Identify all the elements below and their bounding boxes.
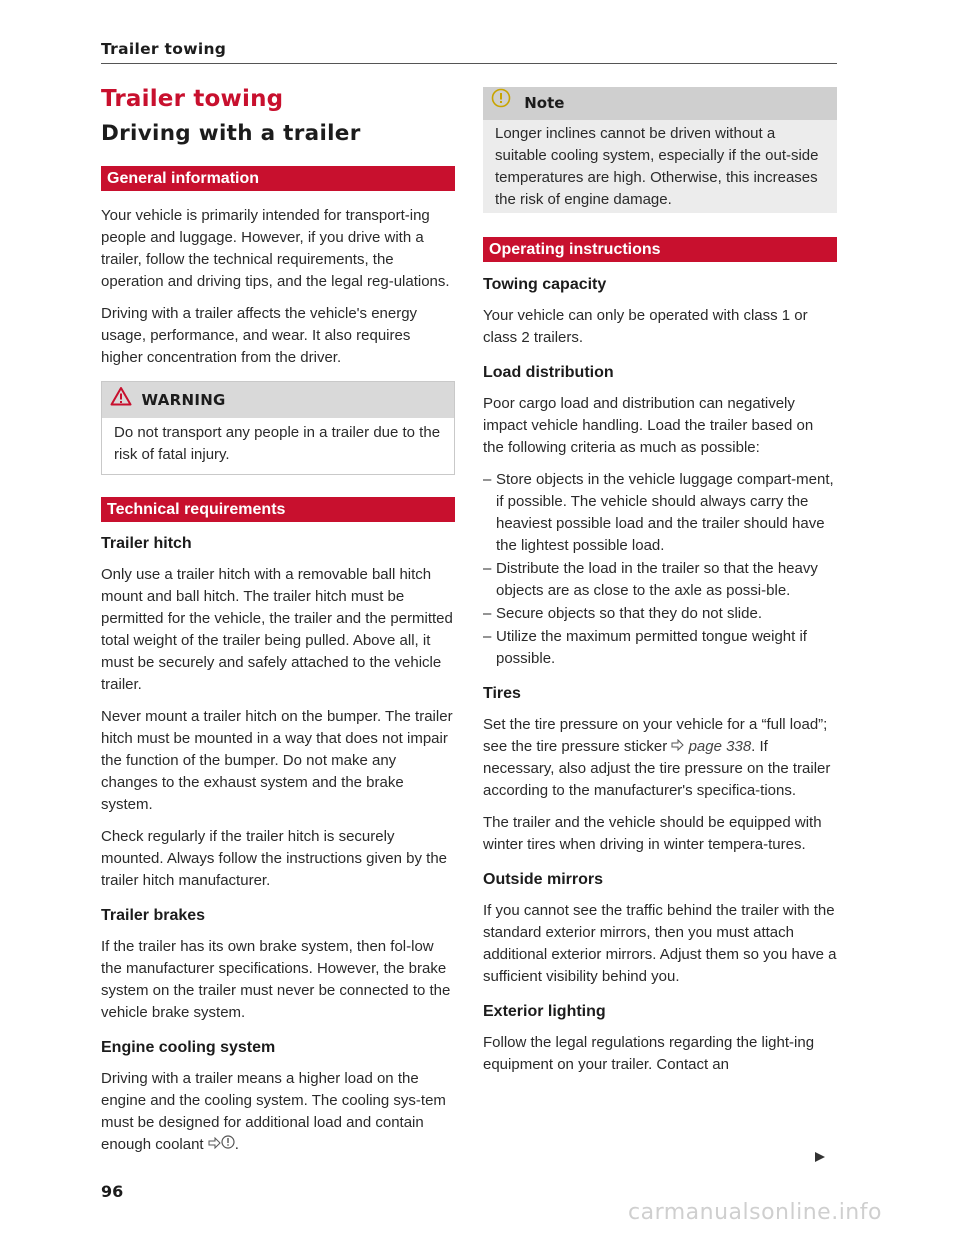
trailer-brakes-title: Trailer brakes [101,907,206,924]
continue-arrow-icon[interactable] [814,1148,826,1167]
warning-box [101,381,455,475]
warning-label: WARNING [141,391,226,409]
engine-cooling-title: Engine cooling system [101,1039,276,1056]
arrow-reference-icon[interactable] [671,736,684,758]
general-info-paragraph-1: Your vehicle is primarily intended for transport-ing people and luggage. However, if you drive with a trailer, follow the technical requirements, the operation and driving tips, and the legal reg-ulations. [101,207,450,290]
note-body [483,120,837,213]
section-title: Driving with a trailer [101,121,361,146]
list-item: – Store objects in the vehicle luggage compart-ment, if possible. The vehicle should always carry the heaviest possible load and the trailer should have the lightest possible load. [483,469,837,557]
load-distribution-title: Load distribution [483,364,614,381]
watermark: carmanualsonline.info [628,1200,882,1225]
list-item: – Secure objects so that they do not slide. [483,603,837,625]
trailer-hitch-title: Trailer hitch [101,535,192,552]
list-item: – Utilize the maximum permitted tongue weight if possible. [483,626,837,670]
tires-text-a: Set the tire pressure on your vehicle for a “full load”; see the tire pressure sticker [483,716,828,755]
load-distribution-paragraph: Poor cargo load and distribution can negatively impact vehicle handling. Load the trailer based on the following criteria as much as possible: [483,395,814,456]
towing-capacity-paragraph: Your vehicle can only be operated with class 1 or class 2 trailers. [483,307,808,346]
note-box [483,87,837,213]
note-exclamation-icon [491,87,511,120]
left-column [101,84,455,1156]
exterior-lighting-paragraph: Follow the legal regulations regarding the light-ing equipment on your trailer. Contact an [483,1034,815,1074]
trailer-hitch-paragraph-1: Only use a trailer hitch with a removable ball hitch mount and ball hitch. The trailer hitch must be permitted for the vehicle, the trailer and the permitted total weight of the trailer being pulled. Above all, it must be securely and safely attached to the vehicle trailer. [101,566,453,693]
tires-text-b: . If necessary, also adjust the tire pressure on the trailer according to the manufacturer's specifica-tions. [483,738,831,800]
page-reference-link[interactable]: page 338 [688,738,752,755]
right-column [483,87,837,1076]
note-text: Longer inclines cannot be driven without a suitable cooling system, especially if the out-side temperatures are high. Otherwise, this increases the risk of engine damage. [495,125,819,208]
arrow-reference-icon[interactable] [208,1134,221,1156]
warning-triangle-icon [110,383,132,419]
tires-title: Tires [483,685,521,702]
engine-cooling-text: Driving with a trailer means a higher load on the engine and the cooling system. The cooling sys-tem must be designed for additional load and contain enough coolant [101,1070,446,1153]
note-label: Note [524,94,565,112]
warning-text: Do not transport any people in a trailer due to the risk of fatal injury. [114,424,441,463]
header-rule [101,63,837,64]
operating-instructions-heading: Operating instructions [483,237,837,262]
trailer-hitch-paragraph-2: Never mount a trailer hitch on the bumper. The trailer hitch must be mounted in a way that does not impair the function of the bumper. Do not make any changes to the exhaust system and the brake system. [101,708,453,813]
general-info-paragraph-2: Driving with a trailer affects the vehicle's energy usage, performance, and wear. It also requires higher concentration from the driver. [101,305,418,366]
note-header [483,87,837,120]
general-information-heading: General information [101,166,455,191]
trailer-hitch-paragraph-3: Check regularly if the trailer hitch is securely mounted. Always follow the instructions given by the trailer hitch manufacturer. [101,828,448,889]
technical-requirements-heading: Technical requirements [101,497,455,522]
outside-mirrors-paragraph: If you cannot see the traffic behind the trailer with the standard exterior mirrors, then you must attach additional exterior mirrors. Adjust them so you have a sufficient visibility behind you. [483,902,837,986]
towing-capacity-title: Towing capacity [483,276,607,293]
warning-header [102,382,454,418]
running-header: Trailer towing [101,40,227,58]
exterior-lighting-title: Exterior lighting [483,1003,606,1021]
outside-mirrors-title: Outside mirrors [483,871,604,889]
page-number: 96 [101,1182,124,1201]
tires-paragraph-2: The trailer and the vehicle should be equipped with winter tires when driving in winter tempera-tures. [483,814,822,854]
engine-cooling-paragraph: Driving with a trailer means a higher load on the engine and the cooling system. The cooling sys-tem must be designed for additional load and contain enough coolant . [101,1068,455,1156]
load-distribution-list [483,469,837,670]
list-item: – Distribute the load in the trailer so that the heavy objects are as close to the axle as possi-ble. [483,558,837,602]
chapter-title: Trailer towing [101,86,284,112]
tires-paragraph-1 [483,714,837,802]
warning-body [102,418,454,474]
caution-circle-icon[interactable] [221,1134,235,1156]
trailer-brakes-paragraph: If the trailer has its own brake system, then fol-low the manufacturer specifications. However, the brake system on the trailer must never be connected to the vehicle brake system. [101,938,451,1021]
